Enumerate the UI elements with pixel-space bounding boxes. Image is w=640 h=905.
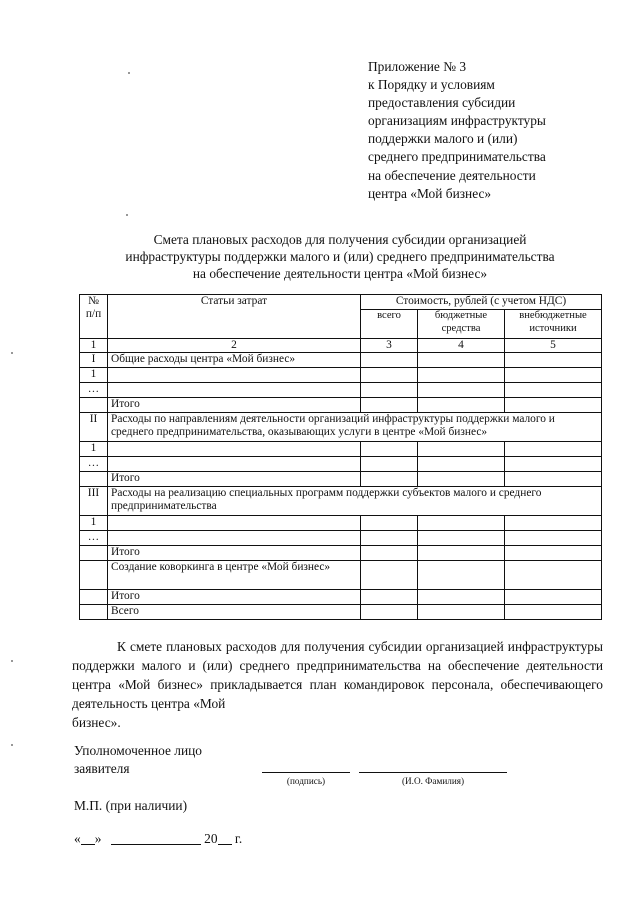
signatory-line-2: заявителя [74, 760, 130, 776]
cell-extra [505, 457, 602, 472]
date-quote-open: « [74, 831, 81, 846]
note-paragraph [72, 638, 603, 733]
cell-total [361, 398, 418, 413]
date-year-prefix: 20 [204, 831, 218, 846]
appendix-line: на обеспечение деятельности [368, 167, 536, 183]
signatory-label [74, 742, 202, 777]
cell-budget [418, 546, 505, 561]
stamp-note: М.П. (при наличии) [74, 798, 188, 813]
signature-line [262, 772, 350, 773]
cell-extra [505, 353, 602, 368]
row-text [108, 531, 361, 546]
cell-total [361, 368, 418, 383]
header-budget: бюджетные средства [418, 310, 505, 339]
scan-speck [11, 352, 13, 354]
cell-extra [505, 442, 602, 457]
table-row [80, 605, 602, 620]
header-total: всего [361, 310, 418, 339]
paragraph-body: К смете плановых расходов для получения субсидии организацией инфраструктуры поддержки малого и (или) среднего предпринимательства на обеспечение деятельности центра «Мой бизнес» прикладывается план командировок персонала, обеспечивающего деятельность центра «Мой [72, 639, 603, 711]
appendix-line: организациям инфраструктуры [368, 113, 546, 129]
row-num: … [80, 383, 108, 398]
row-num [80, 590, 108, 605]
row-num: I [80, 353, 108, 368]
appendix-line: предоставления субсидии [368, 95, 516, 111]
scan-speck [128, 72, 130, 74]
title-line: инфраструктуры поддержки малого и (или) среднего предпринимательства [125, 249, 555, 265]
scan-speck [126, 214, 128, 216]
colnum-cell: 5 [505, 339, 602, 353]
header-cost: Стоимость, рублей (с учетом НДС) [361, 295, 602, 310]
header-articles: Статьи затрат [108, 295, 361, 339]
budget-table [79, 294, 602, 620]
cell-total [361, 590, 418, 605]
cell-extra [505, 546, 602, 561]
month-blank [111, 832, 201, 845]
table-row [80, 353, 602, 368]
row-num [80, 561, 108, 590]
name-line [359, 772, 507, 773]
date-line [74, 830, 242, 847]
caption-signature: (подпись) [286, 776, 326, 786]
appendix-line: центра «Мой бизнес» [368, 185, 492, 201]
cell-extra [505, 561, 602, 590]
appendix-line: к Порядку и условиям [368, 77, 495, 93]
row-num: 1 [80, 442, 108, 457]
table-row [80, 561, 602, 590]
row-text: Создание коворкинга в центре «Мой бизнес» [108, 561, 361, 590]
cell-budget [418, 457, 505, 472]
cell-total [361, 457, 418, 472]
cell-budget [418, 472, 505, 487]
table-row [80, 457, 602, 472]
table-row [80, 546, 602, 561]
row-text [108, 383, 361, 398]
cell-total [361, 353, 418, 368]
cell-budget [418, 516, 505, 531]
cell-total [361, 531, 418, 546]
cell-budget [418, 590, 505, 605]
row-num: 1 [80, 516, 108, 531]
colnum-cell: 4 [418, 339, 505, 353]
cell-extra [505, 398, 602, 413]
row-text [108, 442, 361, 457]
table-row [80, 368, 602, 383]
signatory-line-1: Уполномоченное лицо [74, 743, 202, 758]
appendix-block [368, 58, 618, 203]
scan-speck [11, 660, 13, 662]
year-blank [218, 832, 232, 845]
row-text [108, 457, 361, 472]
cell-budget [418, 353, 505, 368]
header-extra: внебюджетные источники [505, 310, 602, 339]
row-text [108, 516, 361, 531]
document-title [72, 231, 608, 283]
row-num [80, 398, 108, 413]
cell-extra [505, 516, 602, 531]
cell-total [361, 442, 418, 457]
cell-total [361, 546, 418, 561]
row-text: Итого [108, 398, 361, 413]
cell-budget [418, 383, 505, 398]
appendix-line: поддержки малого и (или) [368, 131, 518, 147]
cell-budget [418, 398, 505, 413]
table-row [80, 383, 602, 398]
cell-extra [505, 590, 602, 605]
day-blank [81, 832, 95, 845]
cell-budget [418, 561, 505, 590]
title-line: Смета плановых расходов для получения субсидии организацией [153, 232, 527, 247]
cell-total [361, 561, 418, 590]
row-num [80, 472, 108, 487]
row-text: Итого [108, 472, 361, 487]
cell-budget [418, 368, 505, 383]
cell-total [361, 516, 418, 531]
date-quote-close: » [94, 831, 102, 846]
table-row [80, 442, 602, 457]
cell-budget [418, 605, 505, 620]
cell-budget [418, 531, 505, 546]
row-num: … [80, 531, 108, 546]
colnum-cell: 3 [361, 339, 418, 353]
cell-total [361, 472, 418, 487]
cell-total [361, 383, 418, 398]
table-row [80, 487, 602, 516]
cell-extra [505, 472, 602, 487]
scan-speck [11, 744, 13, 746]
table-row [80, 472, 602, 487]
row-num [80, 546, 108, 561]
row-text: Расходы на реализацию специальных программ поддержки субъектов малого и среднего предпринимательства [108, 487, 602, 516]
colnum-cell: 1 [80, 339, 108, 353]
cell-extra [505, 368, 602, 383]
colnum-cell: 2 [108, 339, 361, 353]
table-row [80, 531, 602, 546]
row-text: Общие расходы центра «Мой бизнес» [108, 353, 361, 368]
row-text: Всего [108, 605, 361, 620]
cell-budget [418, 442, 505, 457]
table-row [80, 590, 602, 605]
row-text: Расходы по направлениям деятельности организаций инфраструктуры поддержки малого и среднего предпринимательства, оказывающих услуги в центре «Мой бизнес» [108, 413, 602, 442]
table-row [80, 516, 602, 531]
caption-name: (И.О. Фамилия) [401, 776, 465, 786]
table-row [80, 398, 602, 413]
date-suffix: г. [234, 831, 243, 846]
row-text: Итого [108, 590, 361, 605]
row-num: … [80, 457, 108, 472]
appendix-line: среднего предпринимательства [368, 149, 546, 165]
title-line: на обеспечение деятельности центра «Мой бизнес» [192, 266, 488, 282]
cell-extra [505, 531, 602, 546]
table-row [80, 413, 602, 442]
appendix-line: Приложение № 3 [368, 59, 467, 74]
row-num: 1 [80, 368, 108, 383]
cell-total [361, 605, 418, 620]
cell-extra [505, 383, 602, 398]
cell-extra [505, 605, 602, 620]
row-num [80, 605, 108, 620]
row-num: III [80, 487, 108, 516]
row-text: Итого [108, 546, 361, 561]
row-text [108, 368, 361, 383]
paragraph-last-line: бизнес». [72, 714, 121, 730]
row-num: II [80, 413, 108, 442]
header-num: № п/п [80, 295, 108, 339]
